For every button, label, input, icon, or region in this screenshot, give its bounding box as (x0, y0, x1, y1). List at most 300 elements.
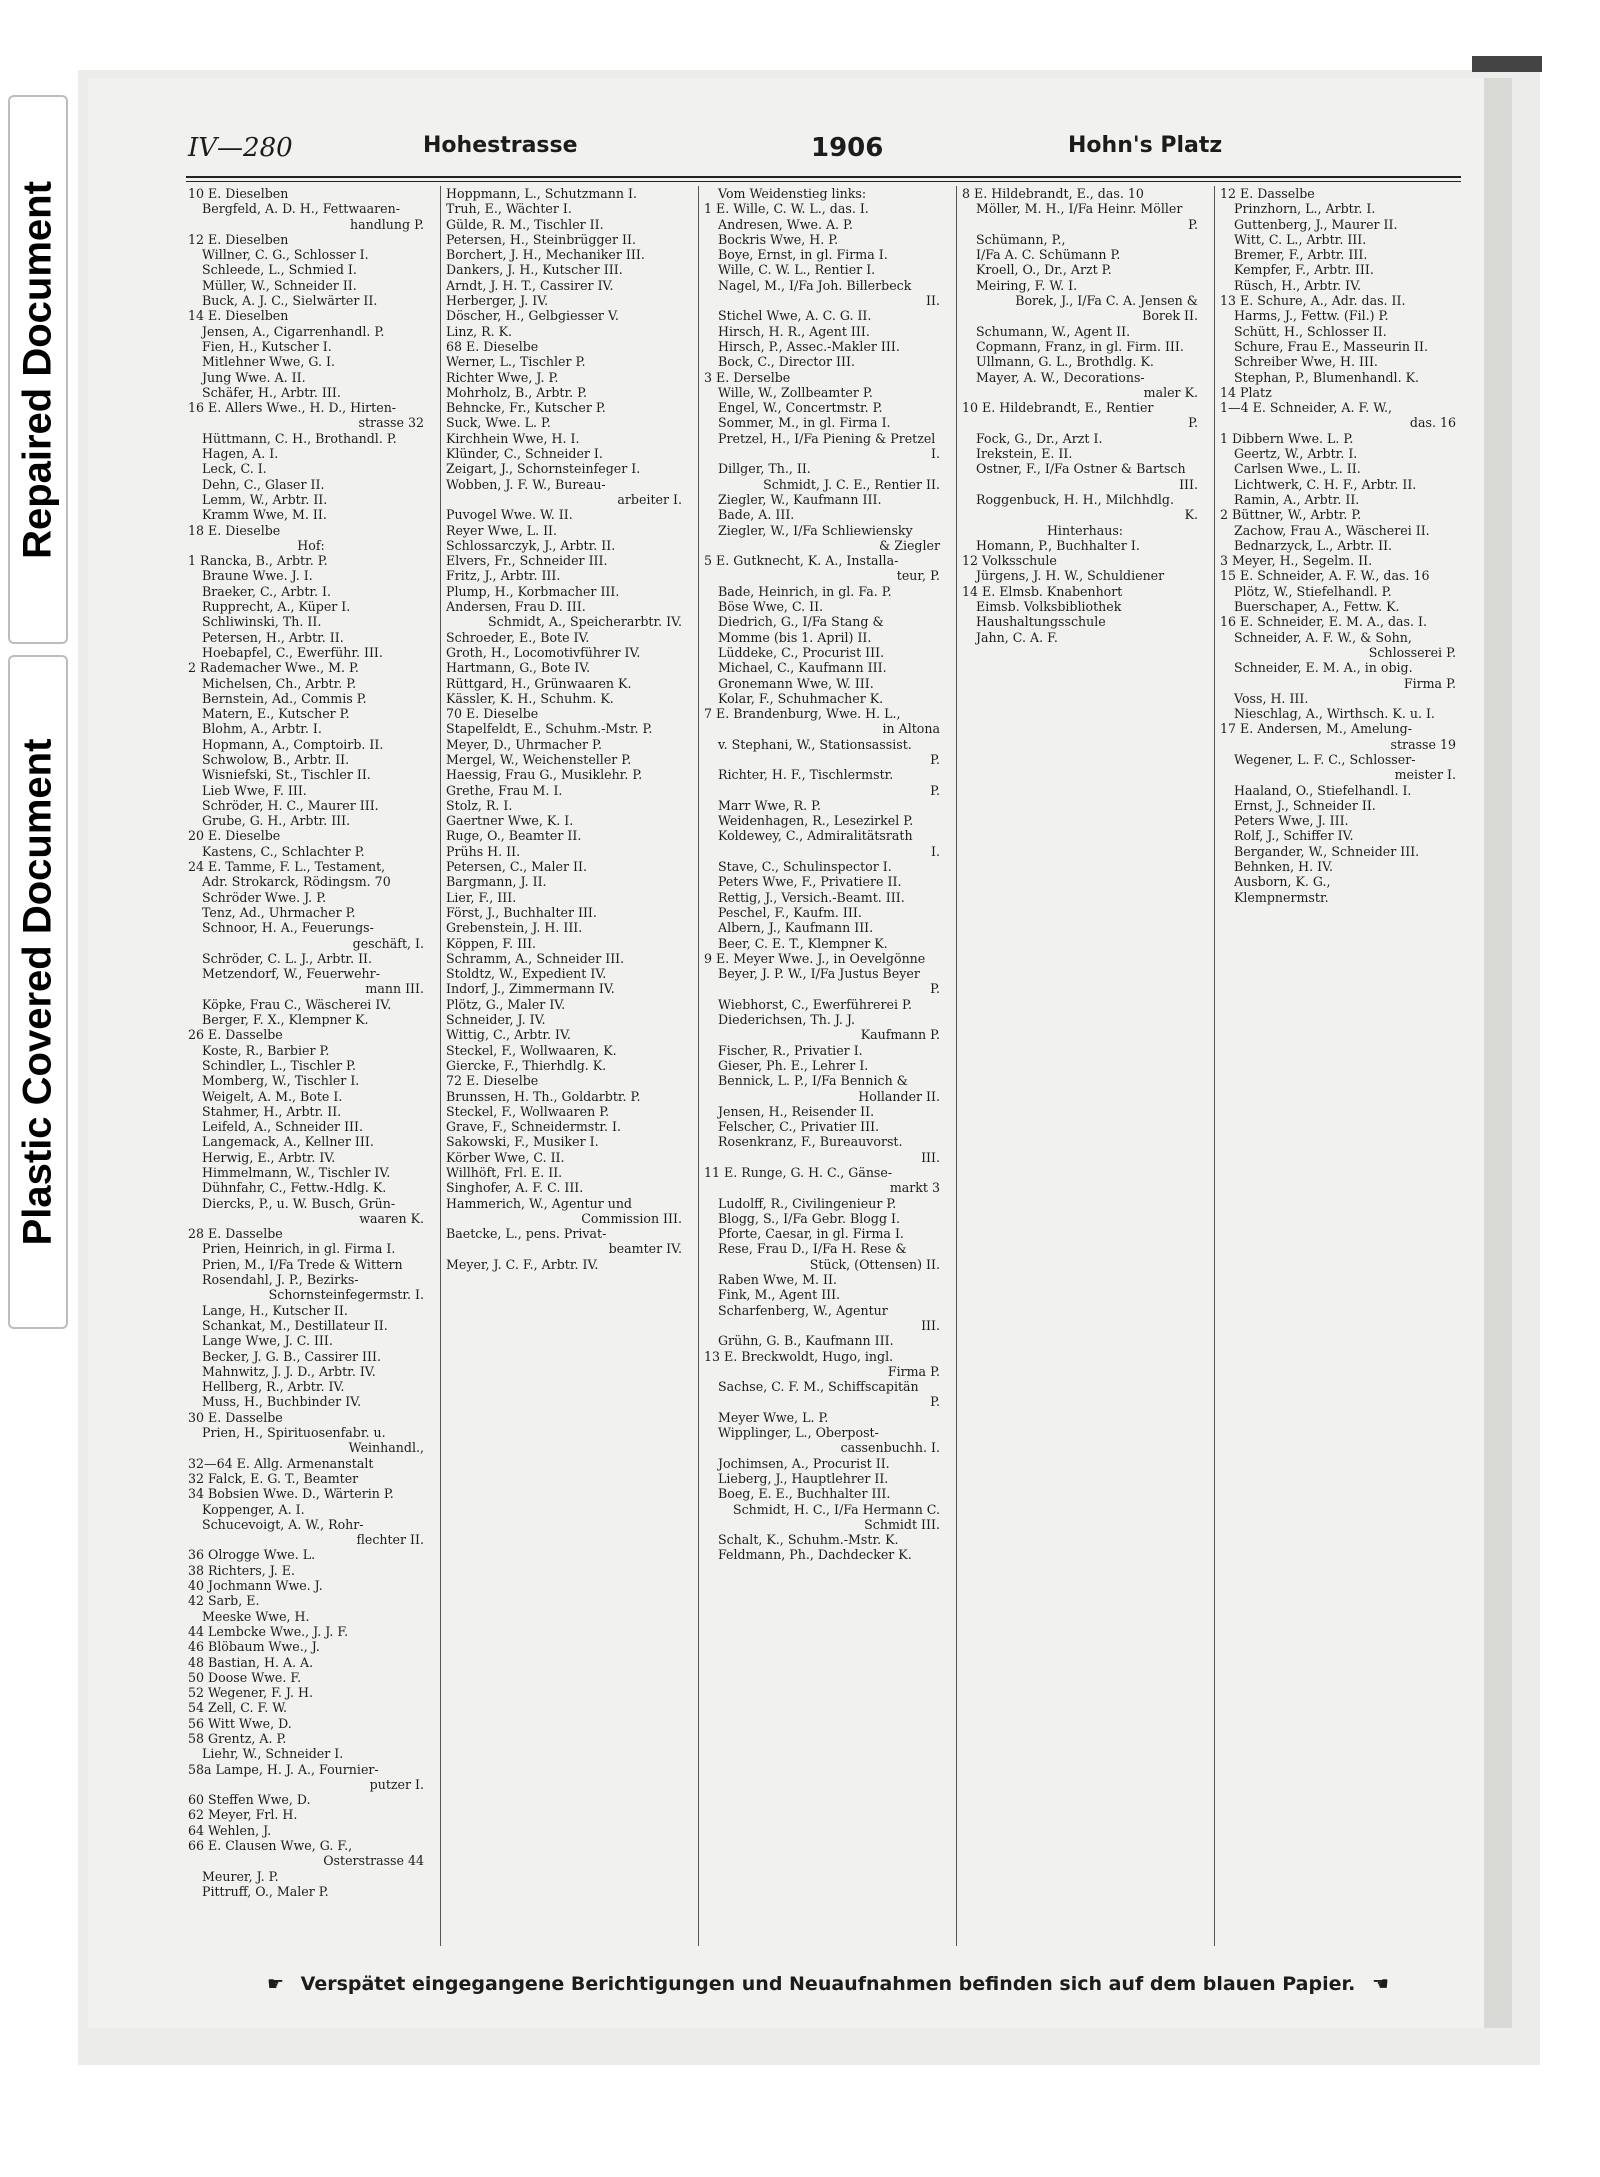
directory-entry: arbeiter I. (617, 491, 682, 507)
directory-entry: Momberg, W., Tischler I. (202, 1073, 360, 1089)
directory-entry: Först, J., Buchhalter III. (446, 904, 597, 920)
directory-entry: 2 Rademacher Wwe., M. P. (188, 660, 359, 676)
directory-entry: Leifeld, A., Schneider III. (202, 1119, 364, 1135)
directory-entry: Bock, C., Director III. (718, 354, 855, 370)
pointing-hand-icon: ☚ (1371, 1973, 1390, 1995)
directory-entry: Jensen, H., Reisender II. (718, 1103, 875, 1119)
directory-entry: 66 E. Clausen Wwe, G. F., (188, 1838, 353, 1854)
directory-entry: Müller, W., Schneider II. (202, 277, 357, 293)
directory-entry: 1 Rancka, B., Arbtr. P. (188, 553, 328, 569)
directory-entry: Rosenkranz, F., Bureauvorst. (718, 1134, 903, 1150)
pointing-hand-icon: ☛ (266, 1973, 285, 1995)
directory-entry: maler K. (1143, 384, 1198, 400)
directory-entry: Weigelt, A. M., Bote I. (202, 1088, 343, 1104)
directory-entry: Jahn, C. A. F. (976, 629, 1058, 645)
directory-entry: Braune Wwe. J. I. (202, 568, 313, 584)
directory-entry: 72 E. Dieselbe (446, 1073, 539, 1089)
directory-entry: Hartmann, G., Bote IV. (446, 660, 591, 676)
directory-entry: Stapelfeldt, E., Schuhm.-Mstr. P. (446, 721, 653, 737)
directory-entry: Scharfenberg, W., Agentur (718, 1302, 888, 1318)
directory-entry: Bockris Wwe, H. P. (718, 231, 839, 247)
directory-entry: strasse 19 (1390, 736, 1456, 752)
directory-entry: Bennick, L. P., I/Fa Bennich & (718, 1073, 908, 1089)
directory-entry: in Altona (882, 721, 940, 737)
page-place: Hohn's Platz (1068, 133, 1223, 158)
directory-entry: Ernst, J., Schneider II. (1234, 797, 1376, 813)
directory-entry: Köppen, F. III. (446, 935, 537, 951)
directory-entry: Schreiber Wwe, H. III. (1234, 354, 1378, 370)
directory-entry: 1 E. Wille, C. W. L., das. I. (704, 201, 869, 217)
directory-entry: I. (931, 446, 940, 462)
directory-entry: Carlsen Wwe., L. II. (1234, 461, 1361, 477)
directory-entry: Ludolff, R., Civilingenieur P. (718, 1195, 897, 1211)
directory-entry: 30 E. Dasselbe (188, 1409, 283, 1425)
directory-entry: Bremer, F., Arbtr. III. (1234, 247, 1368, 263)
street-name: Hohestrasse (423, 133, 578, 158)
directory-entry: Michael, C., Kaufmann III. (718, 660, 887, 676)
header-rule-thin (186, 181, 1461, 182)
directory-entry: Sommer, M., in gl. Firma I. (718, 415, 891, 431)
directory-entry: Mahnwitz, J. J. D., Arbtr. IV. (202, 1363, 376, 1379)
directory-entry: Kirchhein Wwe, H. I. (446, 430, 580, 446)
directory-entry: Gülde, R. M., Tischler II. (446, 216, 604, 232)
directory-entry: Hirsch, P., Assec.-Makler III. (718, 338, 900, 354)
directory-entry: Stephan, P., Blumenhandl. K. (1234, 369, 1420, 385)
directory-entry: Rettig, J., Versich.-Beamt. III. (718, 889, 905, 905)
directory-entry: 48 Bastian, H. A. A. (188, 1654, 314, 1670)
directory-entry: Willner, C. G., Schlosser I. (202, 247, 369, 263)
directory-entry: Meiring, F. W. I. (976, 277, 1078, 293)
directory-entry: 14 E. Dieselben (188, 308, 289, 324)
directory-entry: Bade, Heinrich, in gl. Fa. P. (718, 583, 892, 599)
directory-entry: Hof: (297, 537, 325, 553)
directory-entry: Diedrich, G., I/Fa Stang & (718, 614, 884, 630)
directory-entry: Hammerich, W., Agentur und (446, 1195, 632, 1211)
directory-entry: Firma P. (887, 1363, 940, 1379)
directory-entry: Diederichsen, Th. J. J. (718, 1012, 856, 1028)
directory-entry: Werner, L., Tischler P. (446, 354, 586, 370)
directory-entry: Herberger, J. IV. (446, 293, 549, 309)
directory-entry: Stolz, R. I. (446, 797, 513, 813)
directory-entry: Nagel, M., I/Fa Joh. Billerbeck (718, 277, 912, 293)
directory-entry: K. (1184, 507, 1198, 523)
directory-entry: teur, P. (896, 568, 940, 584)
directory-entry: Puvogel Wwe. W. II. (446, 507, 573, 523)
directory-entry: Bargmann, J. II. (446, 874, 547, 890)
directory-entry: Rese, Frau D., I/Fa H. Rese & (718, 1241, 907, 1257)
directory-entry: Bade, A. III. (718, 507, 795, 523)
page-year: 1906 (811, 133, 884, 163)
column-divider (440, 186, 441, 1946)
directory-entry: Rüsch, H., Arbtr. IV. (1234, 277, 1361, 293)
directory-entry: Kässler, K. H., Schuhm. K. (446, 690, 614, 706)
directory-entry: Reyer Wwe, L. II. (446, 522, 558, 538)
directory-entry: Ruge, O., Beamter II. (446, 828, 582, 844)
directory-entry: Weinhandl., (348, 1440, 424, 1456)
directory-entry: Schröder Wwe. J. P. (202, 889, 327, 905)
directory-entry: P. (930, 981, 940, 997)
directory-entry: Braeker, C., Arbtr. I. (202, 583, 332, 599)
directory-entry: Irekstein, E. II. (976, 446, 1073, 462)
directory-entry: 12 E. Dieselben (188, 231, 289, 247)
directory-entry: Feldmann, Ph., Dachdecker K. (718, 1547, 912, 1563)
directory-entry: Meeske Wwe, H. (202, 1608, 310, 1624)
directory-entry: Schmidt, A., Speicherarbtr. IV. (488, 614, 682, 630)
directory-entry: 58a Lampe, H. J. A., Fournier- (188, 1761, 379, 1777)
directory-entry: Lange, H., Kutscher II. (202, 1302, 348, 1318)
directory-entry: 28 E. Dasselbe (188, 1226, 283, 1242)
directory-entry: Schröder, C. L. J., Arbtr. II. (202, 950, 373, 966)
directory-entry: Giercke, F., Thierhdlg. K. (446, 1057, 607, 1073)
directory-entry: Metzendorf, W., Feuerwehr- (202, 966, 380, 982)
directory-entry: 18 E. Dieselbe (188, 522, 281, 538)
directory-entry: I/Fa A. C. Schümann P. (976, 247, 1121, 263)
directory-entry: 13 E. Breckwoldt, Hugo, ingl. (704, 1348, 894, 1364)
directory-entry: Kroell, O., Dr., Arzt P. (976, 262, 1112, 278)
directory-entry: Jensen, A., Cigarrenhandl. P. (202, 323, 385, 339)
directory-entry: Langemack, A., Kellner III. (202, 1134, 374, 1150)
directory-entry: 2 Büttner, W., Arbtr. P. (1220, 507, 1362, 523)
directory-entry: Steckel, F., Wollwaaren P. (446, 1103, 610, 1119)
directory-entry: Fritz, J., Arbtr. III. (446, 568, 561, 584)
directory-entry: Prühs H. II. (446, 843, 521, 859)
directory-entry: Rüttgard, H., Grünwaaren K. (446, 675, 632, 691)
directory-entry: Gaertner Wwe, K. I. (446, 813, 574, 829)
directory-entry: Fock, G., Dr., Arzt I. (976, 430, 1103, 446)
directory-entry: Adr. Strokarck, Rödingsm. 70 (202, 874, 391, 890)
footer-notice (203, 1973, 1453, 1995)
directory-entry: Schmidt III. (864, 1516, 940, 1532)
directory-entry: P. (1188, 415, 1198, 431)
directory-entry: Ausborn, K. G., (1234, 874, 1331, 890)
directory-entry: Richter, H. F., Tischlermstr. (718, 767, 894, 783)
directory-entry: 70 E. Dieselbe (446, 706, 539, 722)
directory-entry: Felscher, C., Privatier III. (718, 1119, 880, 1135)
directory-entry: Tenz, Ad., Uhrmacher P. (202, 904, 356, 920)
directory-column-2 (446, 186, 692, 1272)
directory-entry: 36 Olrogge Wwe. L. (188, 1547, 316, 1563)
directory-entry: Petersen, H., Arbtr. II. (202, 629, 344, 645)
directory-entry: Meyer, J. C. F., Arbtr. IV. (446, 1256, 599, 1272)
directory-entry: 12 E. Dasselbe (1220, 186, 1315, 201)
directory-entry: Wegener, L. F. C., Schlosser- (1234, 751, 1416, 767)
directory-entry: Schütt, H., Schlosser II. (1234, 323, 1387, 339)
directory-entry: Homann, P., Buchhalter I. (976, 537, 1140, 553)
directory-entry: Köpke, Frau C., Wäscherei IV. (202, 996, 392, 1012)
directory-entry: Grühn, G. B., Kaufmann III. (718, 1333, 894, 1349)
directory-entry: Schankat, M., Destillateur II. (202, 1317, 388, 1333)
directory-entry: Koste, R., Barbier P. (202, 1042, 330, 1058)
directory-entry: Andresen, Wwe. A. P. (718, 216, 853, 232)
directory-entry: Raben Wwe, M. II. (718, 1272, 837, 1288)
directory-entry: Behnken, H. IV. (1234, 859, 1333, 875)
directory-entry: Haushaltungsschule (976, 614, 1106, 630)
directory-entry: Sakowski, F., Musiker I. (446, 1134, 599, 1150)
directory-entry: Leck, C. I. (202, 461, 267, 477)
directory-entry: putzer I. (369, 1776, 424, 1792)
directory-entry: Buck, A. J. C., Sielwärter II. (202, 293, 378, 309)
directory-entry: Hüttmann, C. H., Brothandl. P. (202, 430, 397, 446)
directory-entry: Prinzhorn, L., Arbtr. I. (1234, 201, 1376, 217)
directory-entry: Schucevoigt, A. W., Rohr- (202, 1516, 364, 1532)
directory-entry: Mitlehner Wwe, G. I. (202, 354, 335, 370)
directory-entry: Hinterhaus: (1046, 522, 1124, 538)
directory-entry: Rupprecht, A., Küper I. (202, 599, 351, 615)
directory-entry: Schleede, L., Schmied I. (202, 262, 357, 278)
directory-entry: Eimsb. Volksbibliothek (976, 599, 1122, 615)
directory-entry: Schlossarczyk, J., Arbtr. II. (446, 537, 616, 553)
directory-entry: 60 Steffen Wwe, D. (188, 1792, 311, 1808)
directory-entry: 42 Sarb, E. (188, 1593, 260, 1609)
directory-entry: strasse 32 (358, 415, 424, 431)
directory-entry: handlung P. (349, 216, 424, 232)
directory-entry: Vom Weidenstieg links: (718, 186, 867, 201)
directory-entry: Wipplinger, L., Oberpost- (718, 1425, 879, 1441)
directory-entry: Berger, F. X., Klempner K. (202, 1012, 369, 1028)
directory-entry: Schneider, A. F. W., & Sohn, (1234, 629, 1412, 645)
directory-entry: Grube, G. H., Arbtr. III. (202, 813, 351, 829)
directory-entry: Schornsteinfegermstr. I. (268, 1287, 424, 1303)
column-divider (1214, 186, 1215, 1946)
directory-entry: Blohm, A., Arbtr. I. (202, 721, 322, 737)
directory-entry: Singhofer, A. F. C. III. (446, 1180, 584, 1196)
directory-entry: Pittruff, O., Maler P. (202, 1883, 329, 1899)
directory-entry: Osterstrasse 44 (323, 1853, 424, 1869)
directory-entry: geschäft, I. (352, 935, 424, 951)
directory-entry: Weidenhagen, R., Lesezirkel P. (718, 813, 914, 829)
scanned-page-area (78, 70, 1540, 2065)
directory-entry: Gronemann Wwe, W. III. (718, 675, 874, 691)
directory-entry: III. (921, 1317, 940, 1333)
directory-entry: Fink, M., Agent III. (718, 1287, 841, 1303)
directory-entry: I. (931, 843, 940, 859)
directory-entry: 1 Dibbern Wwe. L. P. (1220, 430, 1354, 446)
directory-entry: Commission III. (581, 1210, 682, 1226)
directory-entry: Lier, F., III. (446, 889, 517, 905)
directory-entry: Prien, Heinrich, in gl. Firma I. (202, 1241, 396, 1257)
directory-entry: 40 Jochmann Wwe. J. (188, 1578, 323, 1594)
directory-entry: waaren K. (359, 1210, 424, 1226)
directory-entry: Pforte, Caesar, in gl. Firma I. (718, 1226, 904, 1242)
directory-entry: P. (930, 1394, 940, 1410)
repaired-document-label-box (8, 95, 68, 644)
directory-entry: Wittig, C., Arbtr. IV. (446, 1027, 571, 1043)
directory-entry: Mayer, A. W., Decorations- (976, 369, 1145, 385)
directory-entry: Herwig, E., Arbtr. IV. (202, 1149, 336, 1165)
directory-entry: Lieb Wwe, F. III. (202, 782, 307, 798)
directory-entry: Ziegler, W., I/Fa Schliewiensky (718, 522, 913, 538)
directory-entry: Rosendahl, J. P., Bezirks- (202, 1272, 359, 1288)
directory-entry: 34 Bobsien Wwe. D., Wärterin P. (188, 1486, 394, 1502)
directory-column-4 (962, 186, 1208, 645)
directory-entry: Marr Wwe, R. P. (718, 797, 822, 813)
directory-entry: 52 Wegener, F. J. H. (188, 1685, 313, 1701)
directory-entry: Behncke, Fr., Kutscher P. (446, 400, 606, 416)
directory-entry: Borchert, J. H., Mechaniker III. (446, 247, 645, 263)
directory-entry: Kramm Wwe, M. II. (202, 507, 327, 523)
directory-entry: Beer, C. E. T., Klempner K. (718, 935, 888, 951)
directory-entry: 12 Volksschule (962, 553, 1057, 569)
directory-entry: Peters Wwe, J. III. (1234, 813, 1349, 829)
directory-entry: v. Stephani, W., Stationsassist. (718, 736, 912, 752)
directory-entry: Petersen, C., Maler II. (446, 859, 587, 875)
directory-entry: Ullmann, G. L., Brothdlg. K. (976, 354, 1154, 370)
directory-entry: Momme (bis 1. April) II. (718, 629, 872, 645)
directory-entry: Plötz, G., Maler IV. (446, 996, 566, 1012)
page-number: IV—280 (188, 133, 293, 163)
directory-entry: Kaufmann P. (860, 1027, 940, 1043)
directory-entry: Schramm, A., Schneider III. (446, 950, 625, 966)
directory-entry: Gieser, Ph. E., Lehrer I. (718, 1057, 869, 1073)
directory-entry: Stoldtz, W., Expedient IV. (446, 966, 607, 982)
directory-entry: Bergfeld, A. D. H., Fettwaaren- (202, 201, 401, 217)
directory-entry: Grave, F., Schneidermstr. I. (446, 1119, 621, 1135)
directory-entry: 26 E. Dasselbe (188, 1027, 283, 1043)
plastic-covered-label-box (8, 655, 68, 1329)
directory-entry: Stahmer, H., Arbtr. II. (202, 1103, 342, 1119)
directory-entry: Truh, E., Wächter I. (446, 201, 572, 217)
directory-entry: Klempnermstr. (1234, 889, 1329, 905)
directory-entry: Boeg, E. E., Buchhalter III. (718, 1486, 891, 1502)
directory-entry: Matern, E., Kutscher P. (202, 706, 350, 722)
directory-entry: Rolf, J., Schiffer IV. (1234, 828, 1354, 844)
directory-entry: Hagen, A. I. (202, 446, 279, 462)
directory-entry: Beyer, J. P. W., I/Fa Justus Beyer (718, 966, 920, 982)
directory-entry: 16 E. Schneider, E. M. A., das. I. (1220, 614, 1427, 630)
directory-entry: 10 E. Hildebrandt, E., Rentier (962, 400, 1154, 416)
directory-column-1 (188, 186, 434, 1899)
directory-entry: P. (930, 782, 940, 798)
directory-entry: Plump, H., Korbmacher III. (446, 583, 620, 599)
directory-entry: Schnoor, H. A., Feuerungs- (202, 920, 374, 936)
directory-entry: 8 E. Hildebrandt, E., das. 10 (962, 186, 1144, 201)
directory-entry: Hollander II. (858, 1088, 940, 1104)
directory-entry: Muss, H., Buchbinder IV. (202, 1394, 362, 1410)
directory-entry: Buerschaper, A., Fettw. K. (1234, 599, 1400, 615)
directory-entry: Haessig, Frau G., Musiklehr. P. (446, 767, 643, 783)
directory-entry: das. 16 (1409, 415, 1456, 431)
directory-column-3 (704, 186, 950, 1563)
directory-entry: Zachow, Frau A., Wäscherei II. (1234, 522, 1430, 538)
directory-entry: 3 E. Derselbe (704, 369, 791, 385)
directory-entry: meister I. (1394, 767, 1456, 783)
directory-entry: Engel, W., Concertmstr. P. (718, 400, 883, 416)
directory-entry: Schneider, E. M. A., in obig. (1234, 660, 1413, 676)
footer-text: Verspätet eingegangene Berichtigungen und Neuaufnahmen befinden sich auf dem blauen Papier. (300, 1973, 1356, 1995)
directory-entry: 16 E. Allers Wwe., H. D., Hirten- (188, 400, 397, 416)
repaired-document-label: Repaired Document (15, 180, 60, 559)
directory-entry: Lange Wwe, J. C. III. (202, 1333, 333, 1349)
directory-entry: cassenbuchh. I. (840, 1440, 940, 1456)
directory-entry: Schmidt, H. C., I/Fa Hermann C. (732, 1501, 940, 1517)
directory-entry: Lichtwerk, C. H. F., Arbtr. II. (1234, 476, 1417, 492)
directory-entry: Wille, W., Zollbeamter P. (718, 384, 873, 400)
directory-entry: Schmidt, J. C. E., Rentier II. (763, 476, 940, 492)
directory-entry: Meyer Wwe, L. P. (718, 1409, 829, 1425)
directory-entry: Grethe, Frau M. I. (446, 782, 563, 798)
directory-entry: 64 Wehlen, J. (188, 1822, 272, 1838)
directory-entry: Elvers, Fr., Schneider III. (446, 553, 608, 569)
directory-entry: Pretzel, H., I/Fa Piening & Pretzel (718, 430, 936, 446)
header-rule (186, 176, 1461, 178)
directory-entry: 32—64 E. Allg. Armenanstalt (188, 1455, 374, 1471)
directory-entry: Schröder, H. C., Maurer III. (202, 797, 379, 813)
directory-entry: Hoebapfel, C., Ewerführ. III. (202, 644, 383, 660)
directory-entry: Roggenbuck, H. H., Milchhdlg. (976, 491, 1174, 507)
directory-entry: 9 E. Meyer Wwe. J., in Oevelgönne (704, 950, 926, 966)
directory-entry: Kastens, C., Schlachter P. (202, 843, 365, 859)
directory-entry: Koppenger, A. I. (202, 1501, 305, 1517)
directory-entry: P. (1188, 216, 1198, 232)
directory-entry: Schumann, W., Agent II. (976, 323, 1131, 339)
directory-entry: Schneider, J. IV. (446, 1012, 546, 1028)
directory-entry: Albern, J., Kaufmann III. (718, 920, 874, 936)
directory-entry: Mohrholz, B., Arbtr. P. (446, 384, 588, 400)
directory-entry: Fien, H., Kutscher I. (202, 338, 332, 354)
directory-entry: P. (930, 751, 940, 767)
directory-entry: Jochimsen, A., Procurist II. (718, 1455, 890, 1471)
directory-entry: Schroeder, E., Bote IV. (446, 629, 590, 645)
directory-entry: Schalt, K., Schuhm.-Mstr. K. (718, 1532, 899, 1548)
directory-entry: Schindler, L., Tischler P. (202, 1057, 356, 1073)
directory-entry: mann III. (365, 981, 424, 997)
directory-entry: Liehr, W., Schneider I. (202, 1746, 344, 1762)
directory-entry: Arndt, J. H. T., Cassirer IV. (446, 277, 614, 293)
directory-entry: Lüddeke, C., Procurist III. (718, 644, 885, 660)
directory-entry: Wille, C. W. L., Rentier I. (718, 262, 876, 278)
directory-entry: Harms, J., Fettw. (Fil.) P. (1234, 308, 1389, 324)
directory-entry: Stichel Wwe, A. C. G. II. (718, 308, 872, 324)
directory-entry: 56 Witt Wwe, D. (188, 1715, 292, 1731)
directory-entry: Sachse, C. F. M., Schiffscapitän (718, 1379, 919, 1395)
directory-entry: Nieschlag, A., Wirthsch. K. u. I. (1234, 706, 1435, 722)
directory-entry: Willhöft, Frl. E. II. (446, 1165, 563, 1180)
directory-entry: Schliwinski, Th. II. (202, 614, 322, 630)
directory-entry: 32 Falck, E. G. T., Beamter (188, 1470, 359, 1486)
directory-entry: Mergel, W., Weichensteller P. (446, 751, 632, 767)
directory-entry: Richter Wwe, J. P. (446, 369, 559, 385)
directory-entry: Steckel, F., Wollwaaren, K. (446, 1042, 617, 1058)
directory-entry: Plötz, W., Stiefelhandl. P. (1234, 583, 1392, 599)
directory-entry: Jürgens, J. H. W., Schuldiener (976, 568, 1165, 584)
directory-entry: Hopmann, A., Comptoirb. II. (202, 736, 384, 752)
directory-entry: Dühnfahr, C., Fettw.-Hdlg. K. (202, 1180, 387, 1196)
directory-entry: Lieberg, J., Hauptlehrer II. (718, 1470, 889, 1486)
directory-entry: 5 E. Gutknecht, K. A., Installa- (704, 553, 899, 569)
directory-entry: Kempfer, F., Arbtr. III. (1234, 262, 1374, 278)
directory-entry: Indorf, J., Zimmermann IV. (446, 981, 615, 997)
directory-entry: Peschel, F., Kaufm. III. (718, 904, 862, 920)
directory-entry: Klünder, C., Schneider I. (446, 446, 603, 462)
directory-entry: 62 Meyer, Frl. H. (188, 1807, 298, 1823)
directory-entry: 1—4 E. Schneider, A. F. W., (1220, 400, 1392, 416)
directory-entry: Diercks, P., u. W. Busch, Grün- (202, 1195, 396, 1211)
directory-entry: Döscher, H., Gelbgiesser V. (446, 308, 619, 324)
directory-entry: Borek II. (1142, 308, 1198, 324)
directory-entry: II. (926, 293, 940, 309)
directory-entry: 14 Platz (1220, 384, 1272, 400)
binding-tab (1472, 56, 1542, 72)
directory-entry: Prien, H., Spirituosenfabr. u. (202, 1425, 386, 1441)
directory-entry: 68 E. Dieselbe (446, 338, 539, 354)
directory-entry: 11 E. Runge, G. H. C., Gänse- (704, 1165, 893, 1180)
directory-entry: Dillger, Th., II. (718, 461, 811, 477)
directory-entry: Blogg, S., I/Fa Gebr. Blogg I. (718, 1210, 900, 1226)
directory-column-5 (1220, 186, 1466, 905)
directory-entry: Lemm, W., Arbtr. II. (202, 491, 328, 507)
plastic-covered-label: Plastic Covered Document (15, 738, 60, 1246)
directory-entry: 14 E. Elmsb. Knabenhort (962, 583, 1123, 599)
